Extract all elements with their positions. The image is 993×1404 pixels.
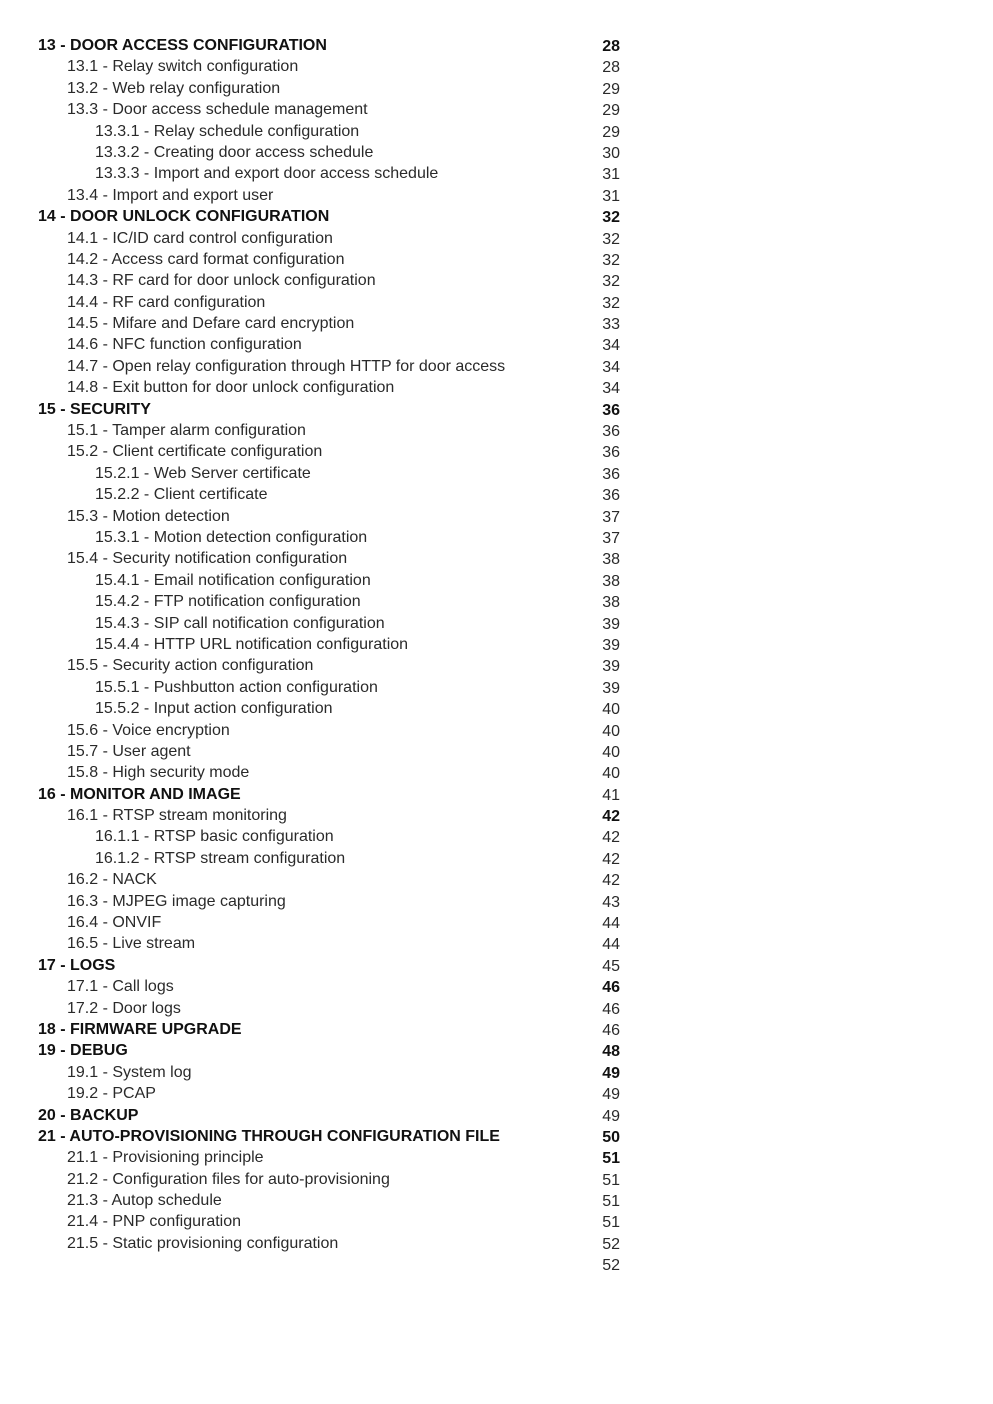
- toc-page-number: 51: [602, 1193, 620, 1211]
- toc-section-entry[interactable]: 15.4 - Security notification configuration: [67, 550, 348, 568]
- toc-section-entry[interactable]: 17.1 - Call logs: [67, 978, 174, 996]
- toc-page-number: 36: [602, 423, 620, 441]
- toc-section-entry[interactable]: 16.2 - NACK: [67, 871, 157, 889]
- toc-section-entry[interactable]: 15.6 - Voice encryption: [67, 721, 230, 739]
- toc-page-number: 38: [602, 572, 620, 590]
- toc-subsection-entry[interactable]: 15.4.2 - FTP notification configuration: [95, 593, 361, 611]
- toc-page-number: 48: [602, 1043, 620, 1061]
- toc-section-entry[interactable]: 21.2 - Configuration files for auto-provisioning: [67, 1170, 390, 1188]
- toc-chapter-heading[interactable]: 21 - AUTO-PROVISIONING THROUGH CONFIGURATION FILE: [38, 1127, 500, 1145]
- toc-page-number: 52: [602, 1235, 620, 1253]
- toc-page-number: 34: [602, 337, 620, 355]
- toc-section-entry[interactable]: 15.1 - Tamper alarm configuration: [67, 422, 306, 440]
- toc-page-number: 32: [602, 209, 620, 227]
- toc-subsection-entry[interactable]: 16.1.1 - RTSP basic configuration: [95, 828, 334, 846]
- toc-page-number: 40: [602, 743, 620, 761]
- toc-chapter-heading[interactable]: 20 - BACKUP: [38, 1106, 139, 1124]
- toc-page-number: 49: [602, 1086, 620, 1104]
- toc-page-number: 46: [602, 979, 620, 997]
- toc-page-number: 31: [602, 187, 620, 205]
- toc-page-number: 42: [602, 808, 620, 826]
- toc-section-entry[interactable]: 15.5 - Security action configuration: [67, 657, 314, 675]
- toc-subsection-entry[interactable]: 16.1.2 - RTSP stream configuration: [95, 849, 346, 867]
- toc-section-entry[interactable]: 15.3 - Motion detection: [67, 507, 230, 525]
- toc-page-number: 32: [602, 273, 620, 291]
- toc-section-entry[interactable]: 16.5 - Live stream: [67, 935, 196, 953]
- toc-subsection-entry[interactable]: 15.5.1 - Pushbutton action configuration: [95, 678, 378, 696]
- toc-section-entry[interactable]: 14.1 - IC/ID card control configuration: [67, 229, 333, 247]
- toc-subsection-entry[interactable]: 13.3.2 - Creating door access schedule: [95, 143, 374, 161]
- toc-page-number: 32: [602, 294, 620, 312]
- toc-page-number: 46: [602, 1000, 620, 1018]
- toc-chapter-heading[interactable]: 14 - DOOR UNLOCK CONFIGURATION: [38, 208, 330, 226]
- toc-page-numbers-column: [580, 36, 620, 1277]
- toc-section-entry[interactable]: 13.1 - Relay switch configuration: [67, 58, 299, 76]
- toc-page-number: 40: [602, 701, 620, 719]
- toc-page-number: 37: [602, 508, 620, 526]
- toc-section-entry[interactable]: 14.5 - Mifare and Defare card encryption: [67, 315, 355, 333]
- toc-page-number: 39: [602, 658, 620, 676]
- toc-chapter-heading[interactable]: 15 - SECURITY: [38, 400, 151, 418]
- toc-section-entry[interactable]: 15.8 - High security mode: [67, 764, 250, 782]
- toc-page-number: 51: [602, 1171, 620, 1189]
- toc-chapter-heading[interactable]: 16 - MONITOR AND IMAGE: [38, 785, 241, 803]
- toc-page-number: 39: [602, 679, 620, 697]
- toc-page-number: 38: [602, 594, 620, 612]
- toc-page-number: 42: [602, 850, 620, 868]
- toc-page-number: 29: [602, 80, 620, 98]
- toc-section-entry[interactable]: 13.4 - Import and export user: [67, 186, 274, 204]
- toc-section-entry[interactable]: 21.5 - Static provisioning configuration: [67, 1234, 339, 1252]
- toc-section-entry[interactable]: 16.1 - RTSP stream monitoring: [67, 807, 287, 825]
- toc-page-number: 52: [602, 1257, 620, 1275]
- toc-section-entry[interactable]: 17.2 - Door logs: [67, 999, 181, 1017]
- toc-section-entry[interactable]: 19.2 - PCAP: [67, 1085, 156, 1103]
- toc-page-number: 40: [602, 765, 620, 783]
- toc-page-number: 44: [602, 915, 620, 933]
- toc-section-entry[interactable]: 21.4 - PNP configuration: [67, 1213, 242, 1231]
- toc-page-number: 32: [602, 230, 620, 248]
- toc-page-number: 36: [602, 465, 620, 483]
- toc-page-number: 33: [602, 316, 620, 334]
- toc-subsection-entry[interactable]: 15.4.3 - SIP call notification configuration: [95, 614, 385, 632]
- toc-section-entry[interactable]: 14.4 - RF card configuration: [67, 293, 266, 311]
- toc-chapter-heading[interactable]: 18 - FIRMWARE UPGRADE: [38, 1020, 242, 1038]
- toc-page-number: 36: [602, 487, 620, 505]
- toc-page-number: 45: [602, 957, 620, 975]
- toc-page-number: 51: [602, 1214, 620, 1232]
- toc-subsection-entry[interactable]: 13.3.1 - Relay schedule configuration: [95, 122, 360, 140]
- toc-page-number: 36: [602, 401, 620, 419]
- toc-subsection-entry[interactable]: 15.4.4 - HTTP URL notification configuration: [95, 635, 409, 653]
- toc-section-entry[interactable]: 13.3 - Door access schedule management: [67, 101, 368, 119]
- toc-chapter-heading[interactable]: 19 - DEBUG: [38, 1042, 128, 1060]
- toc-section-entry[interactable]: 14.2 - Access card format configuration: [67, 250, 345, 268]
- toc-page-number: 32: [602, 251, 620, 269]
- toc-section-entry[interactable]: 19.1 - System log: [67, 1063, 192, 1081]
- toc-page-number: 39: [602, 636, 620, 654]
- toc-section-entry[interactable]: 14.6 - NFC function configuration: [67, 336, 302, 354]
- toc-subsection-entry[interactable]: 15.5.2 - Input action configuration: [95, 700, 333, 718]
- toc-entries-column: [38, 35, 598, 1254]
- toc-page-number: 28: [602, 38, 620, 55]
- toc-section-entry[interactable]: 13.2 - Web relay configuration: [67, 79, 281, 97]
- toc-section-entry[interactable]: 14.8 - Exit button for door unlock configuration: [67, 379, 395, 397]
- toc-subsection-entry[interactable]: 15.4.1 - Email notification configuration: [95, 571, 371, 589]
- toc-chapter-heading[interactable]: 13 - DOOR ACCESS CONFIGURATION: [38, 37, 327, 54]
- toc-page-number: 46: [602, 1021, 620, 1039]
- toc-page-number: 42: [602, 872, 620, 890]
- toc-page-number: 49: [602, 1064, 620, 1082]
- toc-page-number: 30: [602, 144, 620, 162]
- toc-page-number: 29: [602, 102, 620, 120]
- toc-page-number: 40: [602, 722, 620, 740]
- toc-subsection-entry[interactable]: 13.3.3 - Import and export door access schedule: [95, 165, 439, 183]
- toc-section-entry[interactable]: 15.2 - Client certificate configuration: [67, 443, 323, 461]
- toc-page-number: 50: [602, 1128, 620, 1146]
- toc-subsection-entry[interactable]: 15.2.1 - Web Server certificate: [95, 464, 311, 482]
- toc-page-number: 37: [602, 529, 620, 547]
- toc-page-number: 38: [602, 551, 620, 569]
- toc-page-number: 41: [602, 786, 620, 804]
- toc-page-number: 39: [602, 615, 620, 633]
- toc-section-entry[interactable]: 16.4 - ONVIF: [67, 914, 162, 932]
- toc-page-number: 51: [602, 1150, 620, 1168]
- toc-section-entry[interactable]: 14.7 - Open relay configuration through HTTP for door access: [67, 357, 506, 375]
- toc-page-number: 28: [602, 59, 620, 77]
- toc-chapter-heading[interactable]: 17 - LOGS: [38, 956, 116, 974]
- toc-section-entry[interactable]: 21.3 - Autop schedule: [67, 1192, 222, 1210]
- toc-page-number: 42: [602, 829, 620, 847]
- toc-section-entry[interactable]: 21.1 - Provisioning principle: [67, 1149, 264, 1167]
- toc-section-entry[interactable]: 16.3 - MJPEG image capturing: [67, 892, 286, 910]
- toc-section-entry[interactable]: 14.3 - RF card for door unlock configuration: [67, 272, 376, 290]
- toc-subsection-entry[interactable]: 15.2.2 - Client certificate: [95, 486, 268, 504]
- toc-page-number: 29: [602, 123, 620, 141]
- toc-page-number: 31: [602, 166, 620, 184]
- toc-page-number: 43: [602, 893, 620, 911]
- toc-page-number: 34: [602, 358, 620, 376]
- toc-subsection-entry[interactable]: 15.3.1 - Motion detection configuration: [95, 528, 368, 546]
- toc-page-number: 36: [602, 444, 620, 462]
- toc-section-entry[interactable]: 15.7 - User agent: [67, 742, 191, 760]
- toc-page-number: 34: [602, 380, 620, 398]
- toc-page-number: 49: [602, 1107, 620, 1125]
- toc-page-number: 44: [602, 936, 620, 954]
